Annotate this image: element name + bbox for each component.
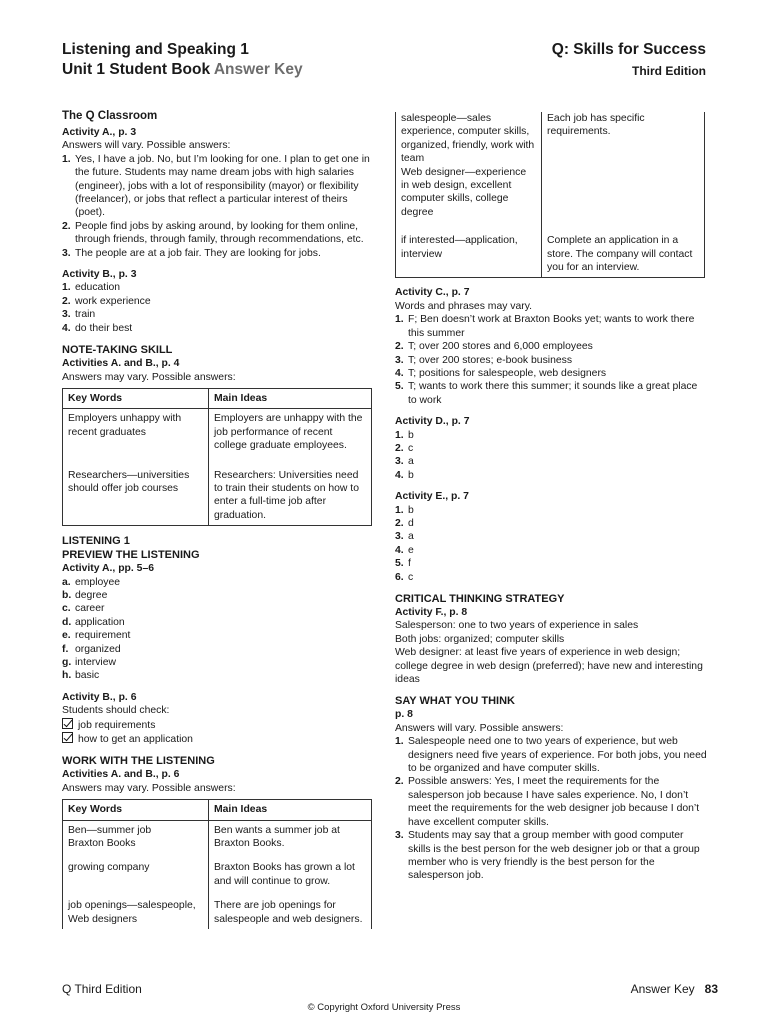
list-item: 2. c — [395, 442, 414, 454]
list-item: 1. education — [62, 282, 121, 294]
list-item: 3. The people are at a job fair. They are looking for jobs. — [62, 247, 321, 259]
answer-line: Web designer: at least five years of experience in web design; college degree in web design (preferred); have new and interesting ideas — [395, 647, 703, 686]
activity-heading: Activities A. and B., p. 4 — [62, 358, 180, 370]
activity-intro: Words and phrases may vary. — [395, 300, 533, 312]
page-number: 83 — [704, 982, 718, 996]
answer-list — [395, 504, 707, 584]
list-item: b. degree — [62, 589, 108, 601]
table-cell: Complete an application in a store. The company will contact you for an interview. — [542, 222, 705, 278]
table-row — [63, 409, 372, 456]
table-cell: Employers unhappy with recent graduates — [63, 409, 209, 456]
list-item: h. basic — [62, 670, 100, 682]
footer-edition: Q Third Edition — [62, 982, 142, 996]
activity-heading: p. 8 — [395, 709, 413, 721]
course-title: Listening and Speaking 1 — [62, 41, 249, 58]
table-cell: Researchers—universities should offer job courses — [63, 456, 209, 526]
activity-intro: Answers may vary. Possible answers: — [62, 371, 236, 383]
right-column — [395, 112, 707, 883]
copyright-notice: © Copyright Oxford University Press — [307, 1002, 461, 1013]
column-header: Main Ideas — [209, 800, 372, 820]
table-row — [63, 891, 372, 929]
activity-intro: Students should check: — [62, 705, 170, 717]
footer-label: Answer Key — [630, 982, 695, 996]
table-cell: growing company — [63, 853, 209, 891]
unit-title — [62, 60, 303, 80]
answer-list — [62, 153, 374, 260]
section-q-classroom: The Q Classroom — [62, 110, 158, 122]
list-item: 3. a — [395, 456, 414, 468]
activity-heading: Activity E., p. 7 — [395, 491, 469, 503]
list-item: 3. Students may say that a group member with good computer skills is the best person for the web designer job or that a group member who is very friendly is the best person for the salesperson job. — [395, 830, 700, 882]
list-item: e. requirement — [62, 630, 131, 642]
activity-heading: Activity B., p. 6 — [62, 691, 137, 703]
list-item: f. organized — [62, 643, 121, 655]
list-item: 2. T; over 200 stores and 6,000 employees — [395, 341, 593, 353]
key-words-table-continued — [395, 112, 705, 278]
series-title: Q: Skills for Success — [551, 41, 706, 58]
column-header: Key Words — [63, 388, 209, 408]
section-preview: PREVIEW THE LISTENING — [62, 549, 200, 562]
list-item: 1. Yes, I have a job. No, but I’m looking for one. I plan to get one in the future. Students may name dream jobs with high salaries (engineer), jobs with a lot of responsibility (mayor) or flexibility (freelancer), or jobs that reflect a particular interest of theirs (poet). — [62, 153, 370, 219]
book-label: Student Book — [109, 61, 211, 78]
list-item: 5. T; wants to work there this summer; it sounds like a great place to work — [395, 381, 698, 406]
table-cell: Braxton Books has grown a lot and will continue to grow. — [209, 853, 372, 891]
answer-line: Both jobs: organized; computer skills — [395, 633, 565, 645]
page-header-left — [62, 40, 303, 80]
page-header-right — [552, 40, 706, 81]
activity-heading: Activities A. and B., p. 6 — [62, 769, 180, 781]
table-cell: Ben wants a summer job at Braxton Books. — [209, 820, 372, 853]
checkbox-checked-icon — [62, 718, 73, 729]
table-row — [63, 853, 372, 891]
key-words-table — [62, 388, 372, 526]
activity-heading: Activity A., p. 3 — [62, 127, 137, 138]
list-item: 5. f — [395, 558, 411, 570]
list-item: c. career — [62, 603, 105, 615]
activity-intro: Answers will vary. Possible answers: — [395, 722, 564, 734]
list-item: 2. d — [395, 517, 414, 529]
list-item: 4. e — [395, 544, 414, 556]
section-say-what-you-think: SAY WHAT YOU THINK — [395, 695, 515, 708]
list-item: 2. Possible answers: Yes, I meet the requirements for the salesperson job because I have sales experience. No, I don’t meet the requirements for the web designer job because I don’t have excellent computer skills. — [395, 776, 700, 828]
list-item: 4. b — [395, 469, 414, 481]
footer-page-info — [631, 982, 718, 996]
list-item: 4. T; positions for salespeople, web designers — [395, 367, 607, 379]
checked-item: job requirements — [62, 718, 374, 732]
table-header-row — [63, 388, 372, 408]
column-header: Key Words — [63, 800, 209, 820]
table-cell: job openings—salespeople, Web designers — [63, 891, 209, 929]
activity-heading: Activity B., p. 3 — [62, 269, 137, 281]
activity-intro: Answers will vary. Possible answers: — [62, 140, 231, 152]
table-row — [396, 112, 705, 222]
table-row — [396, 222, 705, 278]
list-item: 1. F; Ben doesn’t work at Braxton Books yet; wants to work there this summer — [395, 314, 695, 339]
answer-list — [395, 429, 707, 483]
key-words-table-2 — [62, 799, 372, 929]
activity-heading: Activity F., p. 8 — [395, 607, 468, 618]
table-row — [63, 820, 372, 853]
checkbox-checked-icon — [62, 732, 73, 743]
list-item: a. employee — [62, 576, 121, 588]
list-item: 6. c — [395, 571, 414, 583]
table-cell: Each job has specific requirements. — [542, 112, 705, 222]
column-header: Main Ideas — [209, 388, 372, 408]
list-item: 3. a — [395, 531, 414, 543]
list-item: d. application — [62, 616, 125, 628]
table-row — [63, 456, 372, 526]
table-cell: There are job openings for salespeople and web designers. — [209, 891, 372, 929]
answer-list — [62, 281, 374, 335]
answer-list — [395, 313, 707, 407]
table-cell: if interested—application, interview — [396, 222, 542, 278]
answer-key-label: Answer Key — [213, 61, 303, 78]
list-item: g. interview — [62, 657, 116, 668]
list-item: 2. work experience — [62, 295, 151, 307]
answer-list — [395, 735, 707, 882]
table-cell: Researchers: Universities need to train their students on how to enter a full-time job after graduation. — [209, 456, 372, 526]
activity-intro: Answers may vary. Possible answers: — [62, 782, 236, 794]
table-cell: salespeople—sales experience, computer skills, organized, friendly, work with team Web designer—experience in web design, excellent computer skills, college degree — [396, 112, 542, 222]
activity-heading: Activity D., p. 7 — [395, 416, 470, 428]
list-item: 2. People find jobs by asking around, by looking for them online, through friends, through family, through recommendations, etc. — [62, 220, 364, 246]
list-item: 1. Salespeople need one to two years of experience, but web designers need five years of experience. For both jobs, you need to be organized and have computer skills. — [395, 736, 707, 775]
table-header-row — [63, 800, 372, 820]
section-work-with: WORK WITH THE LISTENING — [62, 755, 215, 768]
unit-label: Unit 1 — [62, 61, 106, 78]
activity-heading: Activity C., p. 7 — [395, 287, 470, 299]
list-item: 4. do their best — [62, 322, 133, 334]
table-cell: Ben—summer job Braxton Books — [63, 820, 209, 853]
table-cell: Employers are unhappy with the job performance of recent college graduate employees. — [209, 409, 372, 456]
answer-list — [62, 576, 374, 683]
section-critical-thinking: CRITICAL THINKING STRATEGY — [395, 593, 565, 605]
section-note-taking: NOTE-TAKING SKILL — [62, 344, 173, 357]
list-item: 1. b — [395, 429, 414, 441]
list-item: 3. train — [62, 309, 96, 321]
section-listening-1: LISTENING 1 — [62, 535, 130, 548]
edition-label: Third Edition — [632, 64, 706, 78]
list-item: 1. b — [395, 504, 414, 516]
list-item: 3. T; over 200 stores; e-book business — [395, 354, 573, 366]
activity-heading: Activity A., pp. 5–6 — [62, 563, 155, 575]
left-column — [62, 109, 374, 929]
answer-line: Salesperson: one to two years of experience in sales — [395, 620, 639, 632]
checked-item: how to get an application — [62, 732, 374, 746]
